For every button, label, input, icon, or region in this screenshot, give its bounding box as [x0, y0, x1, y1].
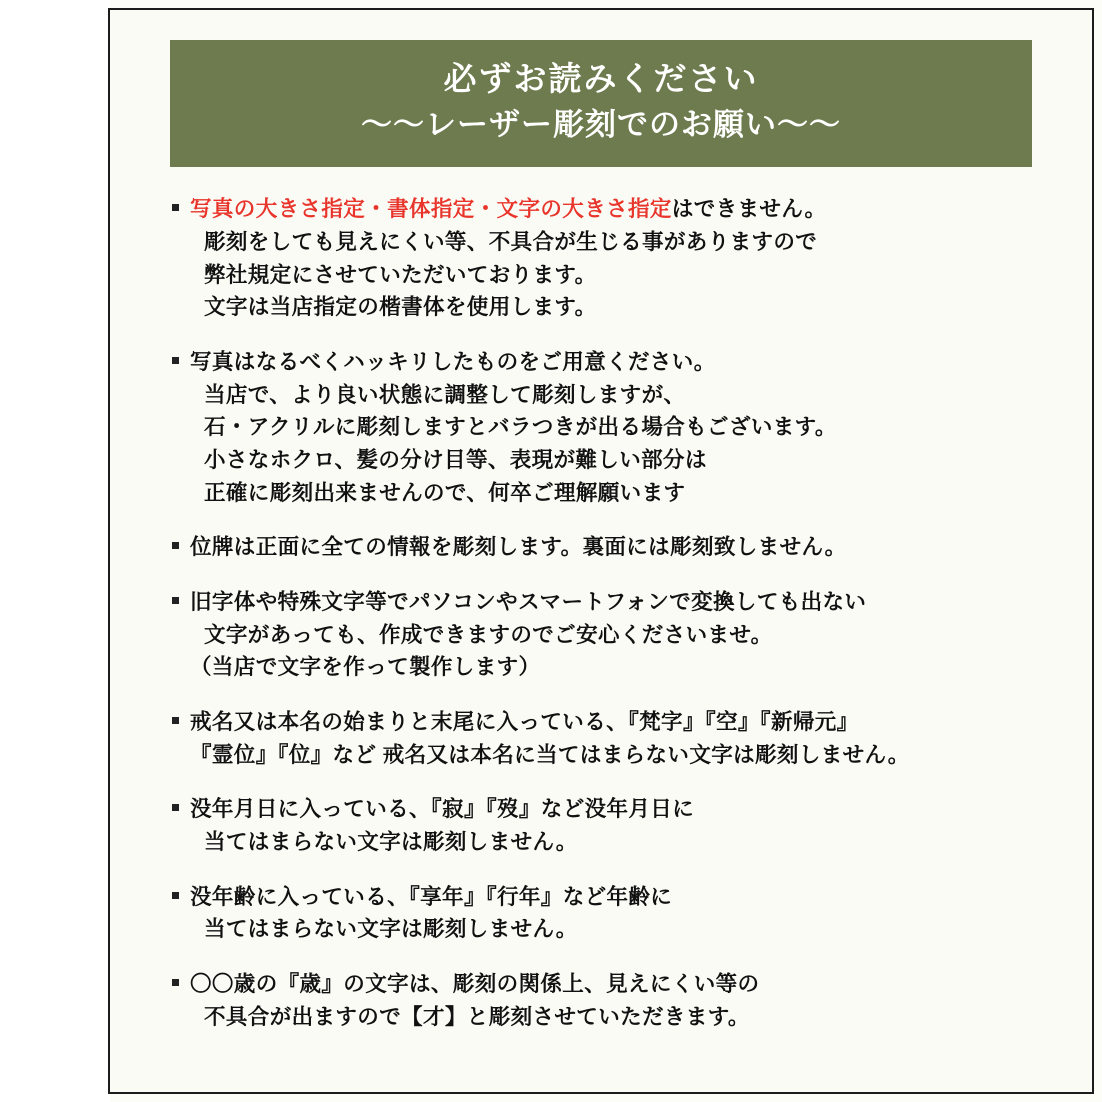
- list-item-lines: [172, 531, 1046, 564]
- bullet-icon: [172, 204, 179, 211]
- bullet-icon: [172, 717, 179, 724]
- bullet-icon: [172, 804, 179, 811]
- list-item: [172, 968, 1046, 1033]
- list-item: [172, 881, 1046, 946]
- bullet-icon: [172, 979, 179, 986]
- list-item-lines: [172, 193, 1046, 324]
- notice-line: 『霊位』『位』など 戒名又は本名に当てはまらない文字は彫刻しません。: [190, 742, 910, 767]
- notice-line: 没年齢に入っている、『享年』『行年』など年齢に: [190, 884, 673, 909]
- list-item: [172, 706, 1046, 771]
- notice-line: 文字は当店指定の楷書体を使用します。: [204, 295, 597, 320]
- document-title-banner: [170, 40, 1032, 167]
- notice-line-highlight: 写真の大きさ指定・書体指定・文字の大きさ指定: [190, 197, 672, 222]
- notice-line: 弊社規定にさせていただいております。: [204, 262, 597, 287]
- notice-line: 当てはまらない文字は彫刻しません。: [204, 917, 578, 942]
- notice-line: 不具合が出ますので【才】と彫刻させていただきます。: [204, 1004, 750, 1029]
- list-item-lines: [172, 793, 1046, 858]
- list-item-lines: [172, 346, 1046, 509]
- notice-line: 戒名又は本名の始まりと末尾に入っている、『梵字』『空』『新帰元』: [190, 709, 859, 734]
- list-item-lines: [172, 881, 1046, 946]
- notice-line: 当てはまらない文字は彫刻しません。: [204, 829, 578, 854]
- list-item: [172, 346, 1046, 509]
- notice-line: 写真はなるべくハッキリしたものをご用意ください。: [190, 349, 716, 374]
- notice-line: 当店で、より良い状態に調整して彫刻しますが、: [204, 382, 686, 407]
- list-item-lines: [172, 586, 1046, 684]
- bullet-icon: [172, 542, 179, 549]
- notice-line: [190, 193, 1046, 226]
- notice-line: （当店で文字を作って製作します）: [190, 655, 541, 680]
- list-item-lines: [172, 968, 1046, 1033]
- bullet-icon: [172, 597, 179, 604]
- document-content: [110, 10, 1092, 1092]
- title-line-1: 必ずお読みください: [443, 60, 759, 97]
- page-margin-left: [0, 0, 110, 1102]
- notice-line: 旧字体や特殊文字等でパソコンやスマートフォンで変換しても出ない: [190, 589, 867, 614]
- list-item: [172, 793, 1046, 858]
- title-line-2: ～～レーザー彫刻でのお願い～～: [361, 106, 841, 142]
- notice-line: 小さなホクロ、髪の分け目等、表現が難しい部分は: [204, 447, 707, 472]
- notice-line: 〇〇歳の『歳』の文字は、彫刻の関係上、見えにくい等の: [190, 971, 760, 996]
- notice-line-rest: はできません。: [671, 197, 827, 222]
- notice-line: 文字があっても、作成できますのでご安心くださいませ。: [204, 622, 773, 647]
- list-item-lines: [172, 706, 1046, 771]
- list-item: [172, 586, 1046, 684]
- notice-line: 位牌は正面に全ての情報を彫刻します。裏面には彫刻致しません。: [190, 535, 847, 560]
- bullet-icon: [172, 892, 179, 899]
- bullet-icon: [172, 357, 179, 364]
- notice-line: 正確に彫刻出来ませんので、何卒ご理解願います: [204, 480, 686, 505]
- list-item: [172, 193, 1046, 324]
- list-item: [172, 531, 1046, 564]
- notice-line: 彫刻をしても見えにくい等、不具合が生じる事がありますので: [204, 229, 818, 254]
- notice-line: 石・アクリルに彫刻しますとバラつきが出る場合もございます。: [204, 415, 837, 440]
- notice-line: 没年月日に入っている、『寂』『歿』など没年月日に: [190, 797, 695, 822]
- notice-list: [110, 193, 1092, 1033]
